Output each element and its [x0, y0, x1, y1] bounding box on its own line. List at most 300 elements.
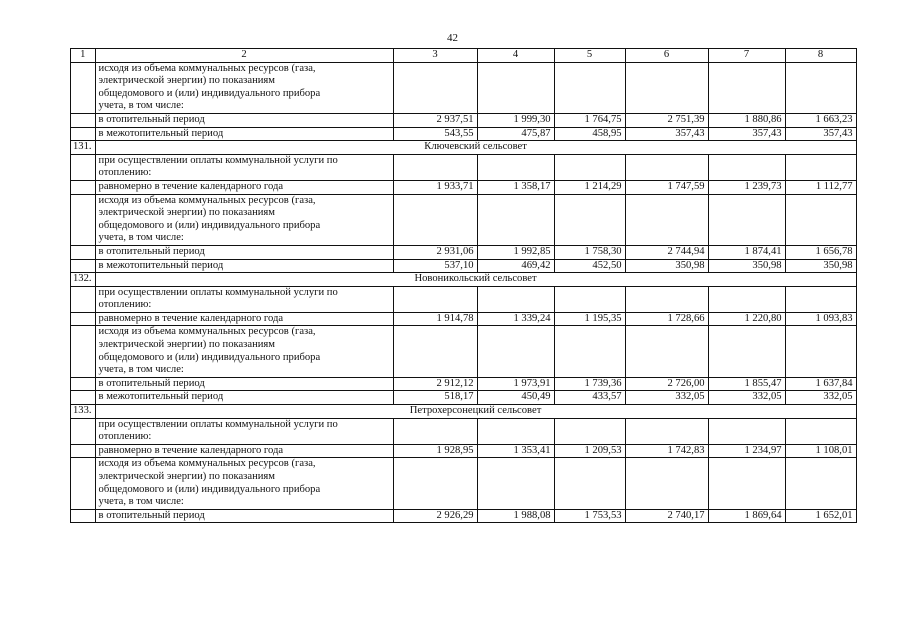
row-number-cell: [71, 113, 96, 127]
value-cell: 1 758,30: [554, 245, 625, 259]
value-cell: 1 637,84: [785, 377, 856, 391]
description-cell: отоплению:: [95, 299, 393, 312]
value-cell: [554, 364, 625, 377]
value-cell: 357,43: [785, 127, 856, 141]
value-cell: [393, 484, 477, 497]
value-cell: [625, 352, 708, 365]
value-cell: 1 753,53: [554, 509, 625, 523]
column-header: 6: [625, 49, 708, 63]
row-label: в отопительный период: [95, 113, 393, 127]
description-cell: электрической энергии) по показаниям: [95, 339, 393, 352]
value-cell: [393, 207, 477, 220]
value-cell: [785, 364, 856, 377]
description-cell: исходя из объема коммунальных ресурсов (газа,: [95, 458, 393, 471]
value-cell: [708, 232, 785, 245]
value-cell: [477, 167, 554, 180]
value-cell: 1 209,53: [554, 444, 625, 458]
value-cell: [477, 326, 554, 339]
value-cell: [785, 471, 856, 484]
description-cell: учета, в том числе:: [95, 232, 393, 245]
text-block-row: [71, 207, 857, 220]
text-block-row: [71, 458, 857, 471]
value-cell: 1 928,95: [393, 444, 477, 458]
description-cell: общедомового и (или) индивидуального прибора: [95, 484, 393, 497]
value-cell: 1 652,01: [785, 509, 856, 523]
value-cell: [625, 286, 708, 299]
value-cell: [477, 471, 554, 484]
value-cell: [708, 207, 785, 220]
value-cell: [625, 207, 708, 220]
value-cell: [477, 232, 554, 245]
value-cell: [554, 418, 625, 431]
value-cell: [625, 154, 708, 167]
description-cell: исходя из объема коммунальных ресурсов (газа,: [95, 194, 393, 207]
description-cell: исходя из объема коммунальных ресурсов (газа,: [95, 326, 393, 339]
value-cell: [554, 299, 625, 312]
value-cell: [708, 431, 785, 444]
value-cell: [554, 100, 625, 113]
row-number-cell: [71, 167, 96, 180]
text-block-row: [71, 418, 857, 431]
text-block-row: [71, 75, 857, 88]
value-cell: [393, 286, 477, 299]
value-cell: [625, 75, 708, 88]
value-cell: 1 656,78: [785, 245, 856, 259]
table-body: [71, 49, 857, 523]
value-cell: [625, 364, 708, 377]
row-number-cell: [71, 444, 96, 458]
value-cell: [708, 458, 785, 471]
value-cell: 2 912,12: [393, 377, 477, 391]
description-cell: учета, в том числе:: [95, 100, 393, 113]
value-cell: [554, 339, 625, 352]
value-cell: [785, 88, 856, 101]
row-label: в межотопительный период: [95, 127, 393, 141]
row-number-cell: [71, 312, 96, 326]
value-cell: 332,05: [708, 391, 785, 405]
value-cell: [625, 431, 708, 444]
row-label: в отопительный период: [95, 245, 393, 259]
value-cell: [708, 339, 785, 352]
value-cell: 1 353,41: [477, 444, 554, 458]
value-cell: [625, 88, 708, 101]
row-number-cell: [71, 75, 96, 88]
row-label: в межотопительный период: [95, 391, 393, 405]
description-cell: электрической энергии) по показаниям: [95, 471, 393, 484]
value-cell: [625, 418, 708, 431]
value-cell: [625, 326, 708, 339]
value-cell: 1 234,97: [708, 444, 785, 458]
values-row: [71, 259, 857, 273]
value-cell: 1 739,36: [554, 377, 625, 391]
value-cell: [708, 167, 785, 180]
value-cell: [785, 154, 856, 167]
text-block-row: [71, 352, 857, 365]
value-cell: [785, 75, 856, 88]
description-cell: при осуществлении оплаты коммунальной услуги по: [95, 286, 393, 299]
value-cell: 1 728,66: [625, 312, 708, 326]
row-number-cell: [71, 471, 96, 484]
row-label: в отопительный период: [95, 377, 393, 391]
row-number-cell: [71, 458, 96, 471]
value-cell: [625, 471, 708, 484]
value-cell: [554, 431, 625, 444]
row-number-cell: [71, 326, 96, 339]
value-cell: [625, 232, 708, 245]
value-cell: 332,05: [785, 391, 856, 405]
value-cell: [708, 154, 785, 167]
text-block-row: [71, 471, 857, 484]
value-cell: 1 874,41: [708, 245, 785, 259]
value-cell: 452,50: [554, 259, 625, 273]
row-label: в межотопительный период: [95, 259, 393, 273]
value-cell: 475,87: [477, 127, 554, 141]
row-label: равномерно в течение календарного года: [95, 180, 393, 194]
value-cell: [554, 88, 625, 101]
value-cell: [554, 232, 625, 245]
value-cell: 1 855,47: [708, 377, 785, 391]
value-cell: 1 914,78: [393, 312, 477, 326]
value-cell: [785, 339, 856, 352]
section-row: [71, 405, 857, 419]
row-number-cell: [71, 88, 96, 101]
value-cell: 1 220,80: [708, 312, 785, 326]
values-row: [71, 127, 857, 141]
column-header: 1: [71, 49, 96, 63]
row-number-cell: [71, 339, 96, 352]
value-cell: [393, 339, 477, 352]
value-cell: [554, 484, 625, 497]
value-cell: [625, 220, 708, 233]
text-block-row: [71, 496, 857, 509]
value-cell: 2 937,51: [393, 113, 477, 127]
value-cell: [477, 88, 554, 101]
tariff-table: [70, 48, 857, 523]
value-cell: 1 880,86: [708, 113, 785, 127]
value-cell: 2 931,06: [393, 245, 477, 259]
row-number-cell: [71, 352, 96, 365]
value-cell: [477, 352, 554, 365]
value-cell: 1 992,85: [477, 245, 554, 259]
value-cell: 433,57: [554, 391, 625, 405]
value-cell: [785, 194, 856, 207]
value-cell: [477, 100, 554, 113]
column-header: 2: [95, 49, 393, 63]
value-cell: [477, 364, 554, 377]
value-cell: [393, 154, 477, 167]
text-block-row: [71, 431, 857, 444]
value-cell: 2 751,39: [625, 113, 708, 127]
row-number-cell: [71, 259, 96, 273]
row-number-cell: [71, 207, 96, 220]
value-cell: [554, 326, 625, 339]
value-cell: [785, 62, 856, 75]
value-cell: [785, 286, 856, 299]
values-row: [71, 444, 857, 458]
value-cell: 2 744,94: [625, 245, 708, 259]
value-cell: [625, 100, 708, 113]
value-cell: [554, 458, 625, 471]
value-cell: [708, 352, 785, 365]
value-cell: 2 926,29: [393, 509, 477, 523]
description-cell: общедомового и (или) индивидуального прибора: [95, 220, 393, 233]
value-cell: [393, 75, 477, 88]
description-cell: отоплению:: [95, 431, 393, 444]
value-cell: [554, 62, 625, 75]
row-label: в отопительный период: [95, 509, 393, 523]
value-cell: [785, 167, 856, 180]
value-cell: [708, 100, 785, 113]
column-header: 3: [393, 49, 477, 63]
value-cell: [393, 326, 477, 339]
value-cell: 1 339,24: [477, 312, 554, 326]
row-number-cell: [71, 496, 96, 509]
value-cell: [477, 154, 554, 167]
value-cell: [785, 220, 856, 233]
value-cell: 350,98: [625, 259, 708, 273]
value-cell: [554, 167, 625, 180]
row-number-cell: [71, 62, 96, 75]
value-cell: [393, 418, 477, 431]
value-cell: 1 112,77: [785, 180, 856, 194]
value-cell: [708, 326, 785, 339]
description-cell: электрической энергии) по показаниям: [95, 75, 393, 88]
row-number-cell: [71, 377, 96, 391]
row-number-cell: [71, 100, 96, 113]
value-cell: [625, 167, 708, 180]
value-cell: 1 239,73: [708, 180, 785, 194]
value-cell: 518,17: [393, 391, 477, 405]
text-block-row: [71, 484, 857, 497]
value-cell: [625, 299, 708, 312]
value-cell: 1 358,17: [477, 180, 554, 194]
value-cell: [393, 88, 477, 101]
value-cell: [477, 458, 554, 471]
value-cell: [554, 471, 625, 484]
values-row: [71, 391, 857, 405]
values-row: [71, 180, 857, 194]
row-number-cell: [71, 299, 96, 312]
value-cell: [477, 220, 554, 233]
row-label: равномерно в течение календарного года: [95, 444, 393, 458]
value-cell: [785, 207, 856, 220]
value-cell: 1 869,64: [708, 509, 785, 523]
description-cell: исходя из объема коммунальных ресурсов (газа,: [95, 62, 393, 75]
description-cell: отоплению:: [95, 167, 393, 180]
value-cell: [393, 364, 477, 377]
value-cell: [708, 286, 785, 299]
value-cell: [393, 220, 477, 233]
value-cell: [785, 484, 856, 497]
value-cell: [393, 100, 477, 113]
value-cell: 450,49: [477, 391, 554, 405]
values-row: [71, 509, 857, 523]
value-cell: [554, 496, 625, 509]
value-cell: 1 999,30: [477, 113, 554, 127]
text-block-row: [71, 232, 857, 245]
text-block-row: [71, 299, 857, 312]
row-number-cell: [71, 232, 96, 245]
row-number-cell: [71, 194, 96, 207]
value-cell: 332,05: [625, 391, 708, 405]
value-cell: [625, 496, 708, 509]
value-cell: [785, 232, 856, 245]
values-row: [71, 113, 857, 127]
value-cell: [393, 194, 477, 207]
description-cell: при осуществлении оплаты коммунальной услуги по: [95, 154, 393, 167]
value-cell: [785, 431, 856, 444]
value-cell: 1 742,83: [625, 444, 708, 458]
value-cell: [708, 75, 785, 88]
value-cell: [708, 471, 785, 484]
text-block-row: [71, 364, 857, 377]
value-cell: 350,98: [708, 259, 785, 273]
value-cell: [554, 194, 625, 207]
value-cell: [554, 154, 625, 167]
value-cell: [477, 496, 554, 509]
row-number-cell: [71, 245, 96, 259]
column-header: 5: [554, 49, 625, 63]
value-cell: [477, 194, 554, 207]
value-cell: 1 093,83: [785, 312, 856, 326]
value-cell: [708, 220, 785, 233]
description-cell: электрической энергии) по показаниям: [95, 207, 393, 220]
value-cell: 2 726,00: [625, 377, 708, 391]
section-title: Ключевский сельсовет: [95, 141, 856, 155]
value-cell: [785, 458, 856, 471]
text-block-row: [71, 194, 857, 207]
value-cell: [477, 339, 554, 352]
description-cell: общедомового и (или) индивидуального прибора: [95, 88, 393, 101]
value-cell: [393, 352, 477, 365]
text-block-row: [71, 326, 857, 339]
value-cell: [477, 299, 554, 312]
value-cell: [708, 418, 785, 431]
row-number-cell: [71, 154, 96, 167]
value-cell: [554, 220, 625, 233]
description-cell: учета, в том числе:: [95, 364, 393, 377]
text-block-row: [71, 220, 857, 233]
value-cell: [708, 484, 785, 497]
value-cell: [554, 286, 625, 299]
value-cell: [477, 431, 554, 444]
section-row: [71, 273, 857, 287]
value-cell: [785, 299, 856, 312]
value-cell: [393, 471, 477, 484]
value-cell: 357,43: [625, 127, 708, 141]
value-cell: [393, 431, 477, 444]
value-cell: [625, 458, 708, 471]
value-cell: [708, 62, 785, 75]
value-cell: 350,98: [785, 259, 856, 273]
value-cell: [393, 232, 477, 245]
value-cell: 2 740,17: [625, 509, 708, 523]
value-cell: [477, 418, 554, 431]
value-cell: [625, 484, 708, 497]
text-block-row: [71, 339, 857, 352]
value-cell: [477, 207, 554, 220]
column-header-row: [71, 49, 857, 63]
row-number-cell: [71, 391, 96, 405]
text-block-row: [71, 167, 857, 180]
value-cell: 1 108,01: [785, 444, 856, 458]
column-header: 4: [477, 49, 554, 63]
row-number-cell: [71, 509, 96, 523]
text-block-row: [71, 88, 857, 101]
values-row: [71, 312, 857, 326]
value-cell: 1 747,59: [625, 180, 708, 194]
value-cell: [393, 496, 477, 509]
row-number-cell: [71, 180, 96, 194]
section-row: [71, 141, 857, 155]
row-number-cell: [71, 220, 96, 233]
section-number: 132.: [71, 273, 96, 287]
value-cell: 537,10: [393, 259, 477, 273]
value-cell: [785, 418, 856, 431]
value-cell: [554, 207, 625, 220]
text-block-row: [71, 286, 857, 299]
value-cell: [477, 62, 554, 75]
description-cell: учета, в том числе:: [95, 496, 393, 509]
value-cell: [477, 75, 554, 88]
value-cell: 469,42: [477, 259, 554, 273]
value-cell: [708, 194, 785, 207]
value-cell: 543,55: [393, 127, 477, 141]
values-row: [71, 245, 857, 259]
value-cell: 458,95: [554, 127, 625, 141]
description-cell: общедомового и (или) индивидуального прибора: [95, 352, 393, 365]
value-cell: [393, 62, 477, 75]
row-number-cell: [71, 484, 96, 497]
value-cell: [708, 88, 785, 101]
text-block-row: [71, 100, 857, 113]
value-cell: [554, 75, 625, 88]
column-header: 8: [785, 49, 856, 63]
value-cell: [477, 286, 554, 299]
value-cell: [393, 299, 477, 312]
section-title: Новоникольский сельсовет: [95, 273, 856, 287]
column-header: 7: [708, 49, 785, 63]
value-cell: [708, 364, 785, 377]
value-cell: [785, 326, 856, 339]
row-number-cell: [71, 431, 96, 444]
values-row: [71, 377, 857, 391]
description-cell: при осуществлении оплаты коммунальной услуги по: [95, 418, 393, 431]
value-cell: 1 195,35: [554, 312, 625, 326]
value-cell: 1 933,71: [393, 180, 477, 194]
value-cell: 1 973,91: [477, 377, 554, 391]
value-cell: [625, 339, 708, 352]
text-block-row: [71, 62, 857, 75]
text-block-row: [71, 154, 857, 167]
row-number-cell: [71, 286, 96, 299]
value-cell: [393, 167, 477, 180]
value-cell: 1 988,08: [477, 509, 554, 523]
row-label: равномерно в течение календарного года: [95, 312, 393, 326]
value-cell: [708, 496, 785, 509]
value-cell: [785, 100, 856, 113]
section-number: 131.: [71, 141, 96, 155]
value-cell: [625, 62, 708, 75]
value-cell: [477, 484, 554, 497]
value-cell: 1 663,23: [785, 113, 856, 127]
row-number-cell: [71, 364, 96, 377]
value-cell: [785, 352, 856, 365]
value-cell: [785, 496, 856, 509]
row-number-cell: [71, 127, 96, 141]
section-title: Петрохерсонецкий сельсовет: [95, 405, 856, 419]
page-number: 42: [447, 32, 458, 44]
